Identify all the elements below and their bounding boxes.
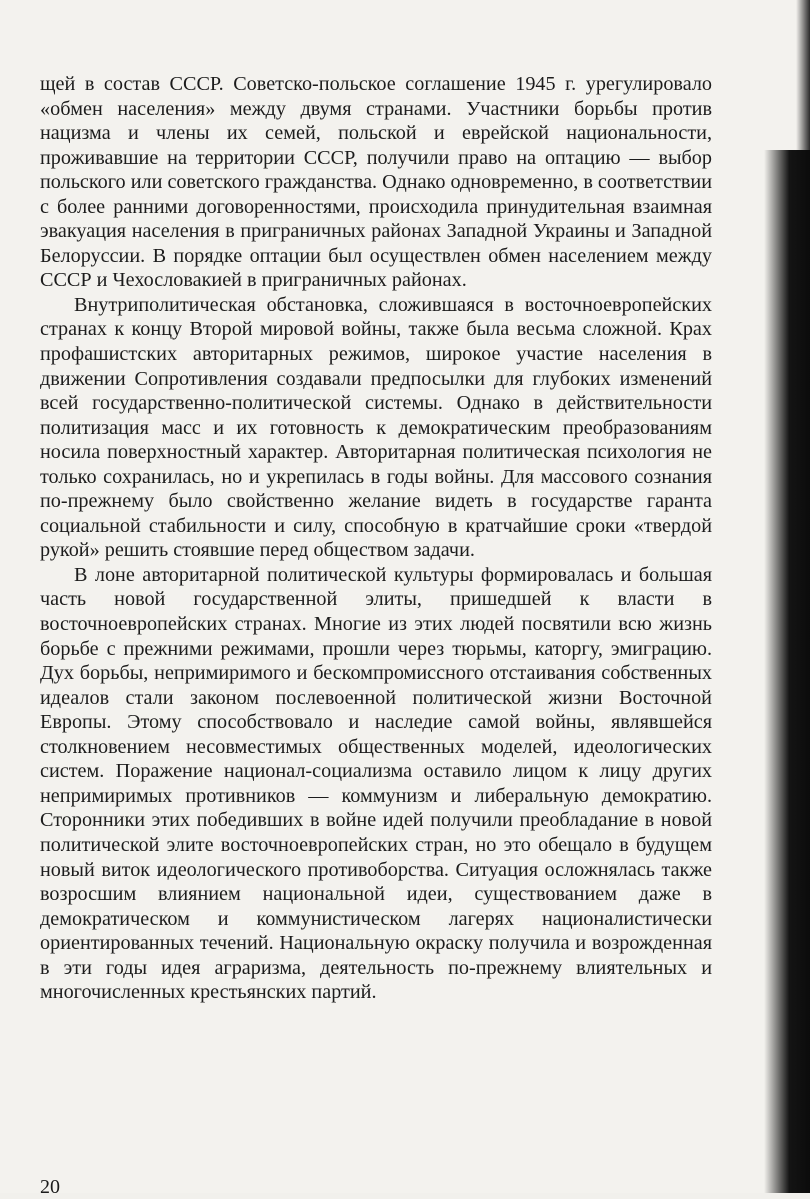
paragraph-3: В лоне авторитарной политической культуры формировалась и большая часть новой государственной элиты, пришедшей к власти в восточноевропейских странах. Многие из этих людей посвятили всю жизнь борьбе с прежними режимами, прошли через тюрьмы, каторгу, эмиграцию. Дух борьбы, непримиримого и бескомпромиссного отстаивания собственных идеалов стали законом послевоенной политической жизни Восточной Европы. Этому способствовало и наследие самой войны, являвшейся столкновением несовместимых общественных моделей, идеологических систем. Поражение национал-социализма оставило лицом к лицу других непримиримых противников — коммунизм и либеральную демократию. Сторонники этих победивших в войне идей получили преобладание в новой политической элите восточноевропейских стран, но это обещало в будущем новый виток идеологического противоборства. Ситуация осложнялась также возросшим влиянием национальной идеи, существованием даже в демократическом и коммунистическом лагерях националистически ориентированных течений. Национальную окраску получила и возрожденная в эти годы идея аграризма, деятельность по-прежнему влиятельных и многочисленных крестьянских партий. — [40, 563, 712, 1004]
scan-edge-shadow — [764, 150, 810, 1193]
paragraph-1: щей в состав СССР. Советско-польское соглашение 1945 г. урегулировало «обмен населения» между двумя странами. Участники борьбы против нацизма и члены их семей, польской и еврейской национальности, проживавшие на территории СССР, получили право на оптацию — выбор польского или советского гражданства. Однако одновременно, в соответствии с более ранними договоренностями, происходила принудительная взаимная эвакуация населения в приграничных районах Западной Украины и Западной Белоруссии. В порядке оптации был осуществлен обмен населением между СССР и Чехословакией в приграничных районах. — [40, 73, 712, 292]
body-text — [40, 72, 712, 1005]
paragraph-2: Внутриполитическая обстановка, сложившаяся в восточноевропейских странах к концу Второй мировой войны, также была весьма сложной. Крах профашистских авторитарных режимов, широкое участие населения в движении Сопротивления создавали предпосылки для глубоких изменений всей государственно-политической системы. Однако в действительности политизация масс и их готовность к демократическим преобразованиям носила поверхностный характер. Авторитарная политическая психология не только сохранилась, но и укрепилась в годы войны. Для массового сознания по-прежнему было свойственно желание видеть в государстве гаранта социальной стабильности и силу, способную в кратчайшие сроки «твердой рукой» решить стоявшие перед обществом задачи. — [40, 293, 712, 562]
scan-edge-shadow-top — [796, 0, 810, 150]
page-number: 20 — [40, 1176, 60, 1198]
